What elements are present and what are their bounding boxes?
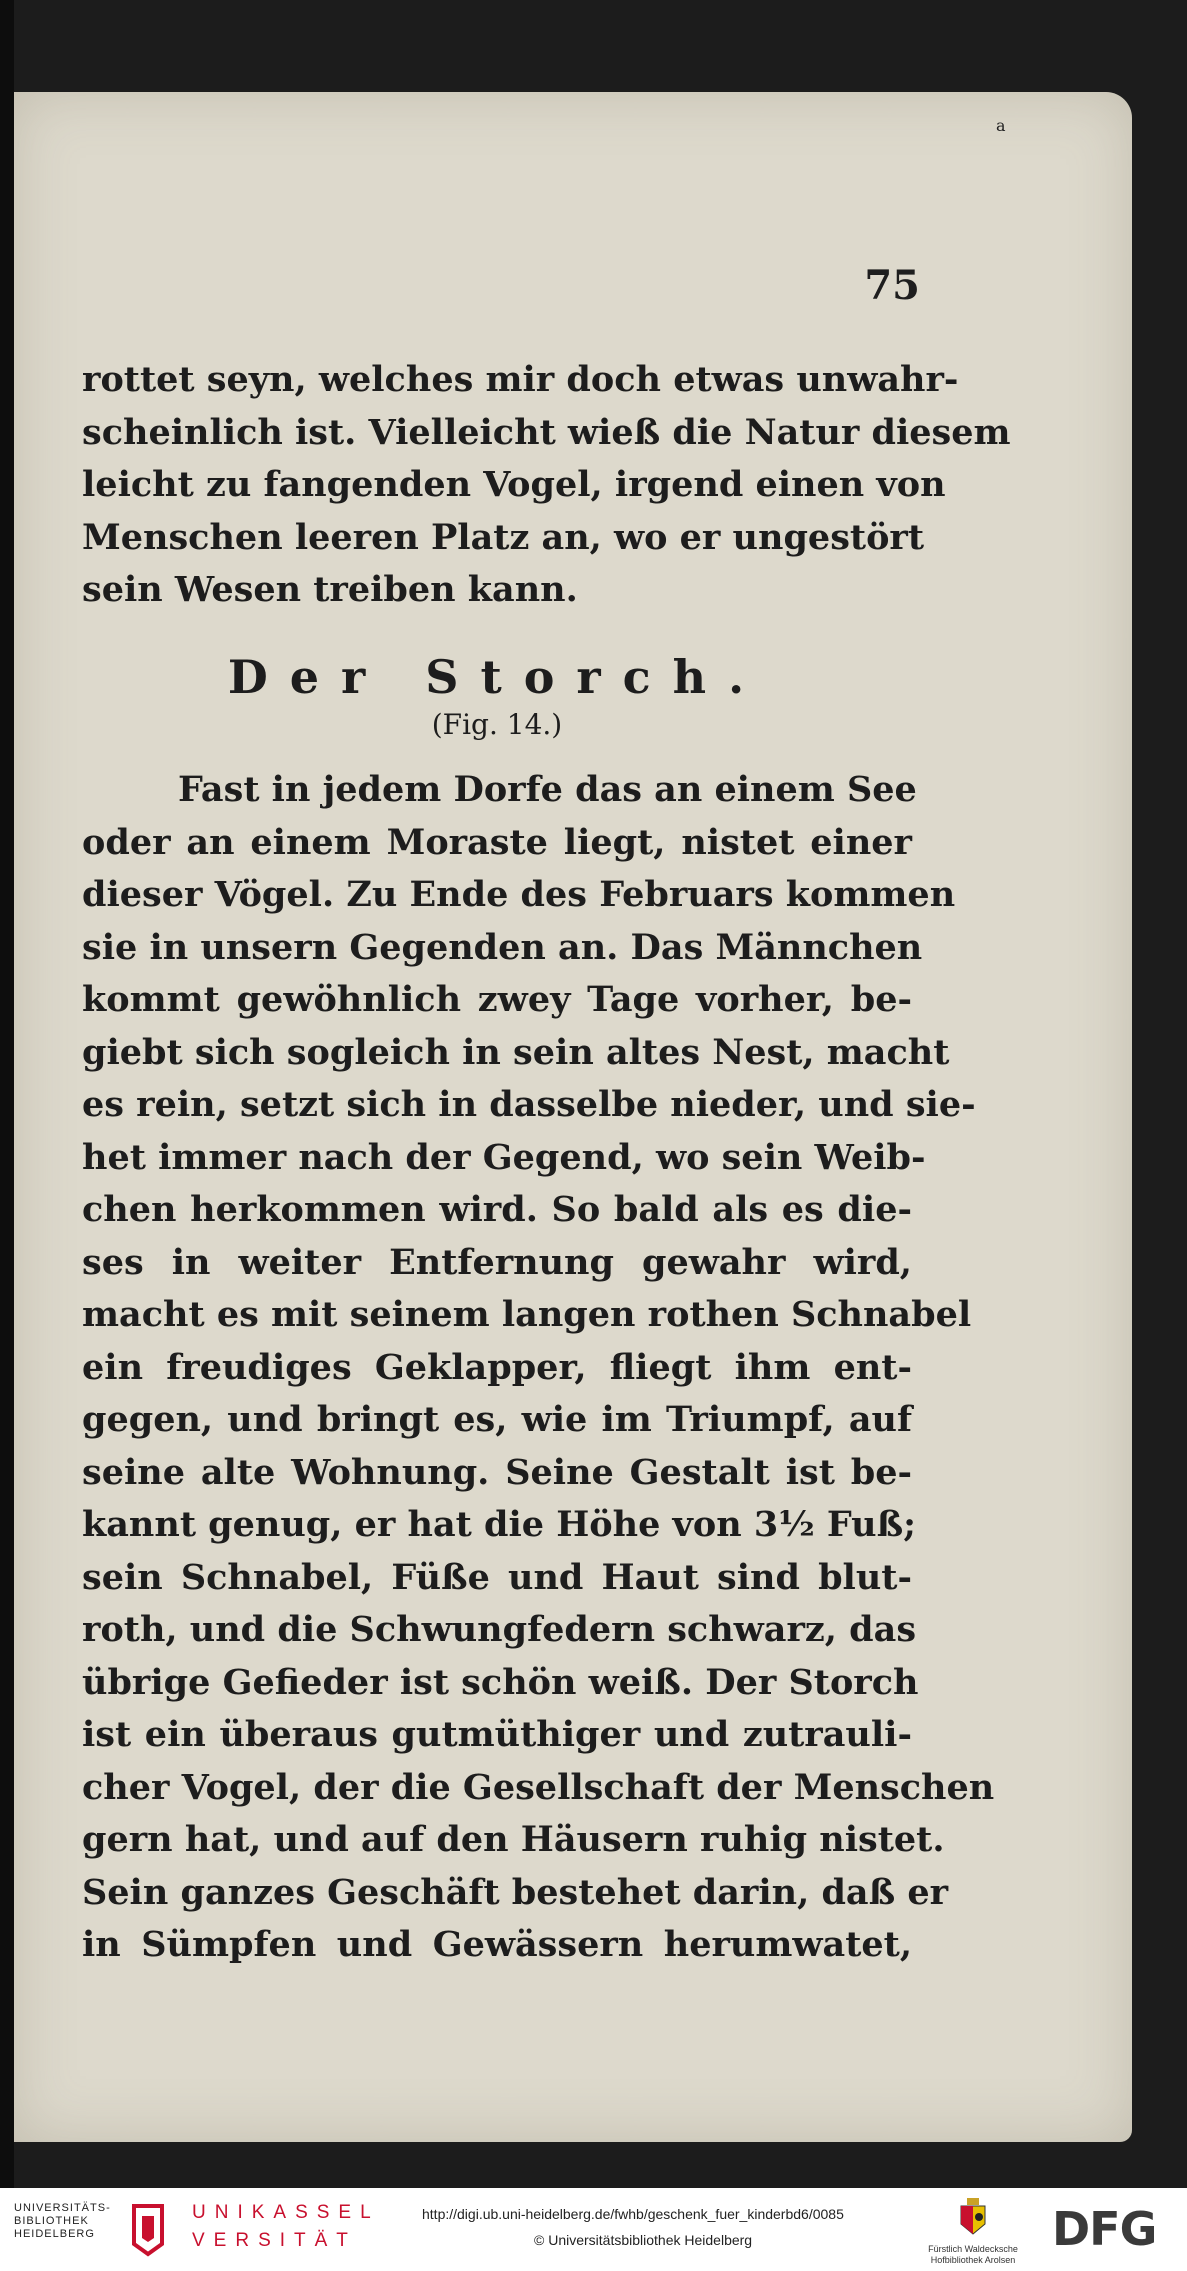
arolsen-line: Hofbibliothek Arolsen: [930, 2255, 1016, 2265]
dfg-logo[interactable]: DFG: [1052, 2202, 1157, 2256]
scan-left-edge: [0, 0, 14, 2188]
ub-heidelberg-logo[interactable]: [14, 2202, 111, 2241]
text-line: ses in weiter Entfernung gewahr wird,: [82, 1241, 912, 1283]
text-line: macht es mit seinem langen rothen Schnabel: [82, 1294, 972, 1335]
text-line: sein Schnabel, Füße und Haut sind blut-: [82, 1556, 912, 1598]
text-line: ein freudiges Geklapper, fliegt ihm ent-: [82, 1346, 912, 1388]
ub-logo-line: UNIVERSITÄTS-: [14, 2202, 111, 2214]
text-line: sein Wesen treiben kann.: [82, 569, 578, 610]
section-heading: Der Storch.: [227, 650, 767, 704]
uni-kassel-logo-bottom: VERSITÄT: [192, 2230, 357, 2251]
uni-kassel-logo-top[interactable]: UNIKASSEL: [192, 2202, 380, 2223]
text-line: ist ein überaus gutmüthiger und zutrauli-: [82, 1714, 912, 1755]
arolsen-crest-icon: [958, 2198, 988, 2236]
page-corner-mark: a: [996, 116, 1006, 135]
text-line: Menschen leeren Platz an, wo er ungestört: [82, 516, 925, 558]
viewer-footer: [0, 2188, 1187, 2271]
text-line: seine alte Wohnung. Seine Gestalt ist be-: [82, 1451, 912, 1493]
text-line: gern hat, und auf den Häusern ruhig nistet.: [82, 1819, 945, 1860]
copyright-notice: © Universitätsbibliothek Heidelberg: [534, 2232, 753, 2248]
text-line: giebt sich sogleich in sein altes Nest, macht: [82, 1031, 950, 1073]
top-text-block: [82, 354, 1011, 617]
text-line: chen herkommen wird. So bald als es die-: [82, 1189, 912, 1230]
storch-paragraph: [82, 764, 995, 1972]
text-line: leicht zu fangenden Vogel, irgend einen von: [82, 464, 946, 505]
text-line: übrige Gefieder ist schön weiß. Der Storch: [82, 1661, 919, 1703]
text-line: Sein ganzes Geschäft bestehet darin, daß er: [82, 1871, 949, 1913]
text-line: gegen, und bringt es, wie im Triumpf, auf: [82, 1399, 912, 1440]
text-line: roth, und die Schwungfedern schwarz, das: [82, 1609, 917, 1650]
text-line: oder an einem Moraste liegt, nistet einer: [82, 821, 912, 863]
text-line: kommt gewöhnlich zwey Tage vorher, be-: [82, 979, 912, 1020]
text-line: het immer nach der Gegend, wo sein Weib-: [82, 1136, 926, 1178]
text-line: dieser Vögel. Zu Ende des Februars kommen: [82, 874, 956, 915]
figure-reference: (Fig. 14.): [431, 708, 563, 741]
ub-logo-line: HEIDELBERG: [14, 2228, 95, 2240]
text-line: scheinlich ist. Vielleicht wieß die Natur diesem: [82, 411, 1011, 453]
ub-seal-icon: [126, 2200, 170, 2258]
ub-logo-line: BIBLIOTHEK: [14, 2215, 89, 2227]
text-line: rottet seyn, welches mir doch etwas unwahr-: [82, 359, 959, 400]
arolsen-line: Fürstlich Waldecksche: [928, 2244, 1018, 2254]
text-line: kannt genug, er hat die Höhe von 3½ Fuß;: [82, 1504, 917, 1545]
text-line: in Sümpfen und Gewässern herumwatet,: [82, 1924, 912, 1965]
arolsen-library-label: [908, 2244, 1038, 2266]
text-line: es rein, setzt sich in dasselbe nieder, und sie-: [82, 1084, 976, 1125]
text-line: sie in unsern Gegenden an. Das Männchen: [82, 926, 923, 968]
text-line: Fast in jedem Dorfe das an einem See: [178, 769, 917, 810]
permalink-url[interactable]: http://digi.ub.uni-heidelberg.de/fwhb/geschenk_fuer_kinderbd6/0085: [422, 2206, 844, 2222]
text-line: cher Vogel, der die Gesellschaft der Menschen: [82, 1766, 995, 1808]
page-number: 75: [864, 262, 920, 309]
